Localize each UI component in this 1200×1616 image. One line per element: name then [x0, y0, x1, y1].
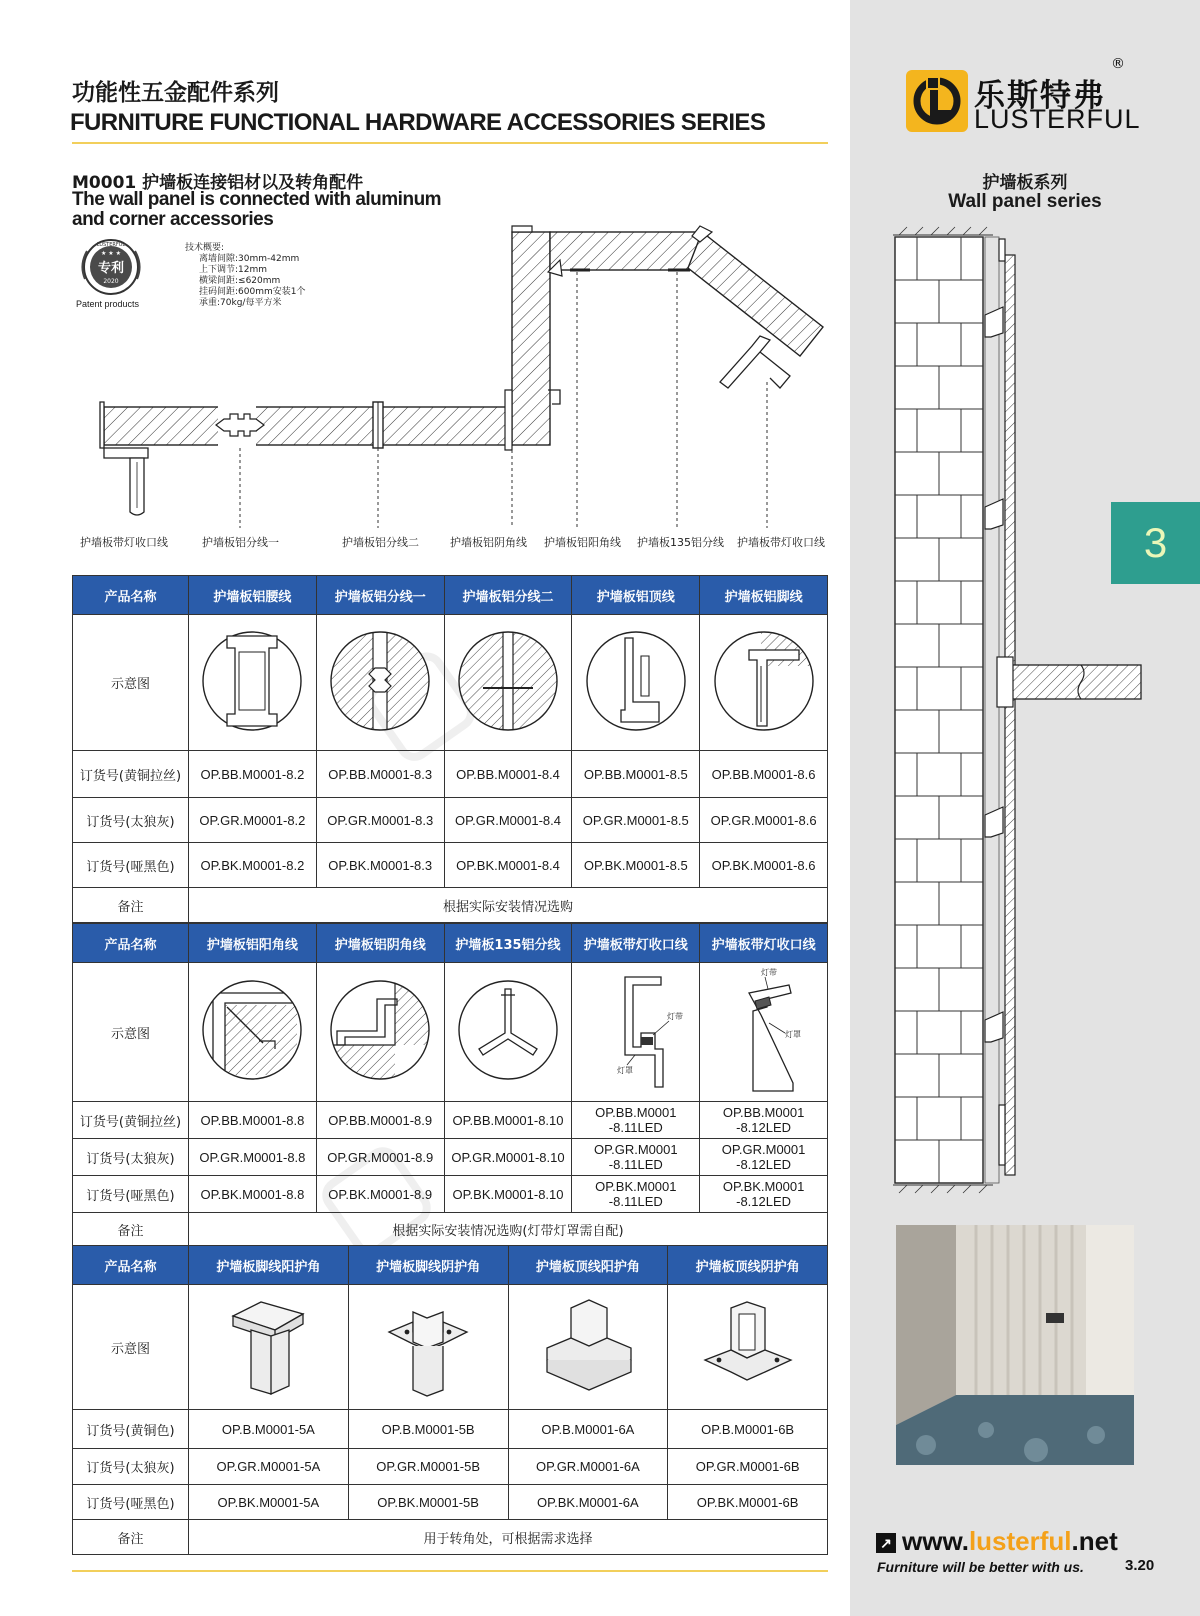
- order-row: [73, 1410, 828, 1449]
- skirting-internal-corner-drawing: [348, 1285, 508, 1410]
- lamp-cover-label: 灯罩: [784, 1030, 801, 1039]
- order-code: OP.GR.M0001-8.4: [444, 798, 572, 843]
- row-label: 订货号(黄铜拉丝): [73, 1102, 189, 1139]
- patent-label: Patent products: [76, 299, 140, 309]
- order-code: OP.BK.M0001-8.2: [189, 843, 317, 888]
- order-code: OP.BB.M0001-8.10: [444, 1102, 572, 1139]
- led-strip-label: 灯带: [666, 1012, 683, 1021]
- row-label: 订货号(哑黑色): [73, 843, 189, 888]
- url-suffix: .net: [1071, 1526, 1118, 1556]
- profile-divider-2-drawing: [444, 615, 572, 751]
- product-table-profiles-2: [72, 923, 828, 1246]
- diagram-label: 护墙板铝分线一: [202, 536, 279, 549]
- product-name: 护墙板铝分线一: [316, 576, 444, 615]
- installation-section-diagram: [90, 220, 830, 530]
- product-name: 护墙板脚线阴护角: [348, 1246, 508, 1285]
- order-code: OP.BB.M0001-8.2: [189, 751, 317, 798]
- brand-logo: [906, 56, 1141, 136]
- header-label: 产品名称: [73, 924, 189, 963]
- page-number: 3.20: [1125, 1557, 1155, 1574]
- order-code: OP.GR.M0001 -8.12LED: [700, 1139, 828, 1176]
- skirting-external-corner-drawing: [189, 1285, 349, 1410]
- note-label: 备注: [73, 1520, 189, 1555]
- wall-panel-photo: [896, 1225, 1134, 1465]
- order-row: [73, 1139, 828, 1176]
- header-label: 产品名称: [73, 1246, 189, 1285]
- product-name: 护墙板带灯收口线: [700, 924, 828, 963]
- seal-year: 2020: [103, 278, 119, 285]
- note-text: 根据实际安装情况选购: [189, 888, 828, 923]
- lusterful-logo-icon: [906, 70, 968, 132]
- order-row: [73, 1102, 828, 1139]
- order-code: OP.GR.M0001-8.6: [700, 798, 828, 843]
- product-title-en-line-1: The wall panel is connected with aluminum: [72, 189, 442, 210]
- note-label: 备注: [73, 1213, 189, 1246]
- product-name: 护墙板顶线阴护角: [668, 1246, 828, 1285]
- tagline: Furniture will be better with us.: [877, 1559, 1084, 1575]
- order-code: OP.GR.M0001-8.2: [189, 798, 317, 843]
- led-strip-label: 灯带: [760, 968, 777, 977]
- spec-line: 上下调节:12mm: [199, 265, 268, 275]
- product-name: 护墙板脚线阳护角: [189, 1246, 349, 1285]
- order-code: OP.GR.M0001-5B: [348, 1449, 508, 1485]
- profile-divider-1-drawing: [316, 615, 444, 751]
- order-row: [73, 798, 828, 843]
- product-name: 护墙板铝分线二: [444, 576, 572, 615]
- website-link[interactable]: [876, 1526, 1118, 1557]
- top-external-corner-drawing: [508, 1285, 668, 1410]
- seal-text: 专利: [97, 261, 125, 276]
- row-label: 订货号(哑黑色): [73, 1485, 189, 1520]
- order-code: OP.BB.M0001-8.8: [189, 1102, 317, 1139]
- order-code: OP.BK.M0001-5A: [189, 1485, 349, 1520]
- row-label: 订货号(黄铜色): [73, 1410, 189, 1449]
- order-code: OP.BK.M0001-8.4: [444, 843, 572, 888]
- registered-mark: ®: [1111, 56, 1125, 72]
- svg-text:★ ★ ★: ★ ★ ★: [101, 250, 121, 257]
- order-row: [73, 1176, 828, 1213]
- product-name: 护墙板带灯收口线: [572, 924, 700, 963]
- product-table-corners: [72, 1245, 828, 1555]
- order-row: [73, 843, 828, 888]
- order-code: OP.BK.M0001-5B: [348, 1485, 508, 1520]
- chapter-tab: 3: [1111, 502, 1200, 584]
- table-header-row: [73, 924, 828, 963]
- order-row: [73, 751, 828, 798]
- order-code: OP.BB.M0001-8.6: [700, 751, 828, 798]
- order-code: OP.BK.M0001-6A: [508, 1485, 668, 1520]
- footer-divider: [72, 1570, 828, 1572]
- order-row: [73, 1485, 828, 1520]
- row-label: 订货号(太狼灰): [73, 1449, 189, 1485]
- profile-135-divider-drawing: [444, 963, 572, 1102]
- wall-installation-diagram: [885, 225, 1155, 1195]
- product-name: 护墙板铝阳角线: [189, 924, 317, 963]
- diagram-label: 护墙板铝阳角线: [544, 536, 621, 549]
- order-code: OP.B.M0001-5B: [348, 1410, 508, 1449]
- diagram-label: 护墙板带灯收口线: [737, 536, 825, 549]
- product-name: 护墙板铝腰线: [189, 576, 317, 615]
- brand-name-en: LUSTERFUL: [974, 104, 1141, 134]
- url-prefix: www.: [902, 1526, 969, 1556]
- order-code: OP.GR.M0001-8.3: [316, 798, 444, 843]
- order-code: OP.BK.M0001 -8.11LED: [572, 1176, 700, 1213]
- order-code: OP.GR.M0001 -8.11LED: [572, 1139, 700, 1176]
- series-name-cn: 护墙板系列: [982, 173, 1068, 193]
- spec-line: 承重:70kg/每平方米: [199, 298, 282, 308]
- order-code: OP.GR.M0001-6A: [508, 1449, 668, 1485]
- profile-led-cap-1-drawing: [572, 963, 700, 1102]
- order-code: OP.BK.M0001-8.10: [444, 1176, 572, 1213]
- row-label: 订货号(哑黑色): [73, 1176, 189, 1213]
- order-code: OP.BK.M0001-8.9: [316, 1176, 444, 1213]
- order-code: OP.BK.M0001-6B: [668, 1485, 828, 1520]
- profile-skirting-line-drawing: [700, 615, 828, 751]
- order-code: OP.BB.M0001-8.5: [572, 751, 700, 798]
- top-internal-corner-drawing: [668, 1285, 828, 1410]
- spec-line: 离墙间隙:30mm-42mm: [199, 254, 300, 264]
- order-code: OP.GR.M0001-8.9: [316, 1139, 444, 1176]
- header-label: 产品名称: [73, 576, 189, 615]
- order-code: OP.BB.M0001 -8.12LED: [700, 1102, 828, 1139]
- order-code: OP.BB.M0001-8.4: [444, 751, 572, 798]
- diagram-label: 护墙板带灯收口线: [80, 536, 168, 549]
- url-brand: lusterful: [968, 1526, 1072, 1556]
- brand-name-cn: 乐斯特弗: [974, 78, 1106, 114]
- order-row: [73, 1449, 828, 1485]
- diagram-label: 示意图: [73, 963, 189, 1102]
- order-code: OP.BB.M0001-8.3: [316, 751, 444, 798]
- note-text: 根据实际安装情况选购(灯带灯罩需自配): [189, 1213, 828, 1246]
- spec-line: 挂码间距:600mm安装1个: [199, 287, 306, 297]
- diagram-row: [73, 963, 828, 1102]
- note-row: [73, 1213, 828, 1246]
- order-code: OP.B.M0001-6B: [668, 1410, 828, 1449]
- row-label: 订货号(太狼灰): [73, 798, 189, 843]
- header-divider: [72, 142, 828, 144]
- product-name: 护墙板铝阴角线: [316, 924, 444, 963]
- order-code: OP.BB.M0001 -8.11LED: [572, 1102, 700, 1139]
- order-code: OP.BK.M0001 -8.12LED: [700, 1176, 828, 1213]
- order-code: OP.BK.M0001-8.5: [572, 843, 700, 888]
- order-code: OP.GR.M0001-5A: [189, 1449, 349, 1485]
- note-text: 用于转角处，可根据需求选择: [189, 1520, 828, 1555]
- order-code: OP.BK.M0001-8.6: [700, 843, 828, 888]
- specs-title: 技术概要:: [185, 243, 225, 253]
- profile-top-line-drawing: [572, 615, 700, 751]
- row-label: 订货号(黄铜拉丝): [73, 751, 189, 798]
- order-code: OP.BK.M0001-8.8: [189, 1176, 317, 1213]
- series-title-en: FURNITURE FUNCTIONAL HARDWARE ACCESSORIES SERIES: [70, 109, 766, 136]
- row-label: 订货号(太狼灰): [73, 1139, 189, 1176]
- note-label: 备注: [73, 888, 189, 923]
- product-name: 护墙板铝顶线: [572, 576, 700, 615]
- diagram-row: [73, 1285, 828, 1410]
- diagram-label: 示意图: [73, 615, 189, 751]
- note-row: [73, 888, 828, 923]
- lamp-cover-label: 灯罩: [616, 1066, 633, 1075]
- diagram-label: 护墙板铝阴角线: [450, 536, 527, 549]
- product-name: 护墙板铝脚线: [700, 576, 828, 615]
- table-header-row: [73, 576, 828, 615]
- diagram-label: 护墙板铝分线二: [342, 536, 419, 549]
- diagram-row: [73, 615, 828, 751]
- note-row: [73, 1520, 828, 1555]
- order-code: OP.GR.M0001-8.5: [572, 798, 700, 843]
- table-header-row: [73, 1246, 828, 1285]
- series-name-en: Wall panel series: [948, 191, 1102, 212]
- spec-line: 横梁间距:≤620mm: [199, 276, 281, 286]
- product-table-profiles-1: [72, 575, 828, 923]
- order-code: OP.GR.M0001-8.10: [444, 1139, 572, 1176]
- order-code: OP.GR.M0001-8.8: [189, 1139, 317, 1176]
- series-title-cn: 功能性五金配件系列: [72, 80, 279, 106]
- order-code: OP.GR.M0001-6B: [668, 1449, 828, 1485]
- profile-led-cap-2-drawing: [700, 963, 828, 1102]
- product-name: 护墙板135铝分线: [444, 924, 572, 963]
- order-code: OP.BB.M0001-8.9: [316, 1102, 444, 1139]
- diagram-label: 护墙板135铝分线: [637, 536, 724, 549]
- profile-external-corner-drawing: [189, 963, 317, 1102]
- product-title-cn: M0001 护墙板连接铝材以及转角配件: [72, 173, 364, 193]
- order-code: OP.B.M0001-5A: [189, 1410, 349, 1449]
- seal-top-text: LUSTERFUL: [96, 242, 126, 248]
- profile-waist-line-drawing: [189, 615, 317, 751]
- product-name: 护墙板顶线阳护角: [508, 1246, 668, 1285]
- order-code: OP.BK.M0001-8.3: [316, 843, 444, 888]
- website-icon: ↗: [876, 1533, 896, 1553]
- order-code: OP.B.M0001-6A: [508, 1410, 668, 1449]
- diagram-label: 示意图: [73, 1285, 189, 1410]
- profile-internal-corner-drawing: [316, 963, 444, 1102]
- product-title-en-line-2: and corner accessories: [72, 209, 274, 230]
